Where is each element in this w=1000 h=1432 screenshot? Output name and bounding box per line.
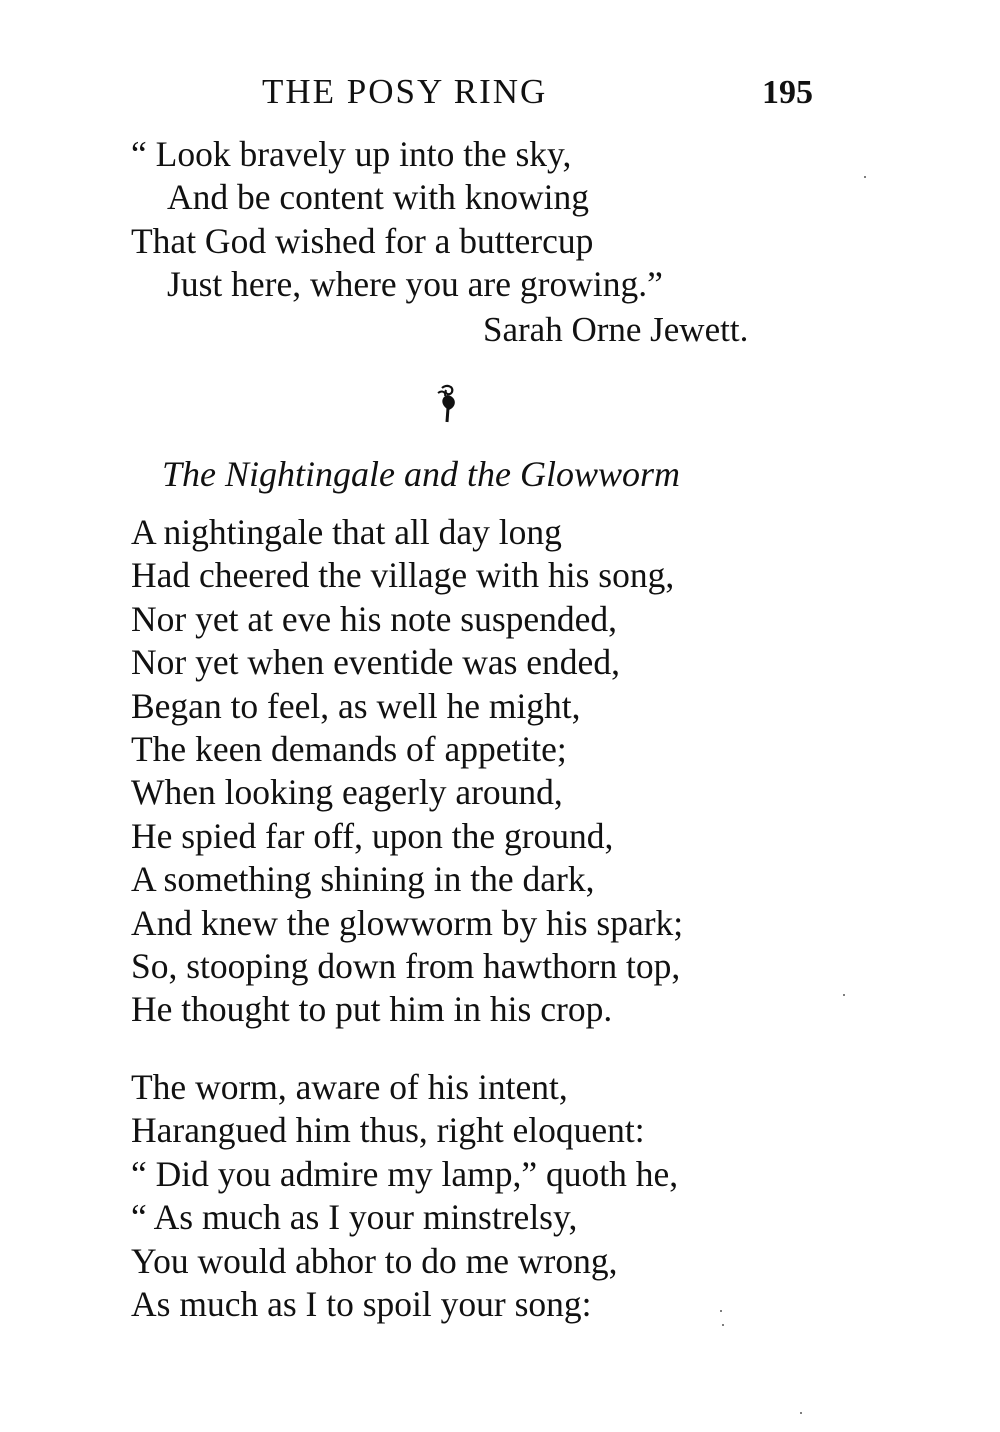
scan-speck (720, 1310, 722, 1312)
poem-title: The Nightingale and the Glowworm (162, 454, 681, 494)
poem-line: “ Did you admire my lamp,” quoth he, (131, 1153, 679, 1194)
running-head-title: THE POSY RING (262, 72, 548, 111)
poem-line: A something shining in the dark, (131, 859, 595, 900)
poem-line: Just here, where you are growing.” (167, 264, 663, 305)
poem-line: And be content with knowing (167, 177, 589, 218)
poem-line: So, stooping down from hawthorn top, (131, 946, 681, 987)
poem-line: Had cheered the village with his song, (131, 555, 675, 596)
poem-line: The worm, aware of his intent, (131, 1067, 568, 1107)
scan-speck (864, 176, 866, 178)
page-number: 195 (762, 74, 813, 111)
poem-line: As much as I to spoil your song: (131, 1284, 592, 1325)
poem-line: “ Look bravely up into the sky, (131, 134, 572, 174)
poem-line: Nor yet when eventide was ended, (131, 642, 620, 683)
scan-speck (800, 1412, 802, 1414)
poem-line: He thought to put him in his crop. (131, 989, 613, 1030)
poem-line: Harangued him thus, right eloquent: (131, 1110, 645, 1151)
poem-line: He spied far off, upon the ground, (131, 815, 614, 856)
poem-line: You would abhor to do me wrong, (131, 1240, 618, 1281)
poem-line: A nightingale that all day long (131, 512, 562, 552)
poem-line: “ As much as I your minstrelsy, (131, 1197, 578, 1238)
poem-line: Nor yet at eve his note suspended, (131, 598, 618, 639)
leaf-fleuron-icon (432, 384, 462, 426)
poem-line: When looking eagerly around, (131, 772, 563, 813)
poem-line: And knew the glowworm by his spark; (131, 902, 684, 943)
scan-speck (843, 994, 845, 996)
poem-stanza-2 (131, 1066, 678, 1326)
poem-line: Began to feel, as well he might, (131, 685, 581, 726)
scan-speck (722, 1324, 724, 1326)
poem-line: The keen demands of appetite; (131, 729, 567, 770)
author-attribution: Sarah Orne Jewett. (483, 310, 749, 349)
poem-line: That God wished for a buttercup (131, 220, 594, 261)
closing-stanza-previous-poem (131, 133, 663, 307)
poem-stanza-1 (131, 511, 683, 1032)
